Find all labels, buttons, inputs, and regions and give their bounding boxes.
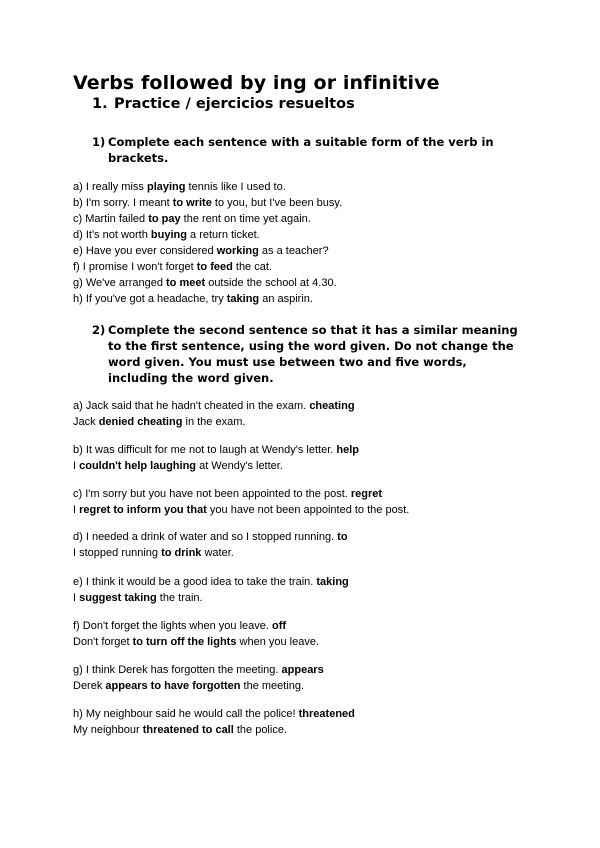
exercise-2-number: 2) — [92, 323, 106, 337]
subtitle-number: 1. — [92, 96, 108, 112]
answer-text: appears to have forgotten — [105, 680, 241, 692]
question-line: b) It was difficult for me not to laugh at Wendy's letter. help — [73, 444, 360, 456]
key-word: to — [337, 531, 348, 543]
answer-text: regret to inform you that — [79, 504, 207, 516]
exercise-1-heading — [92, 134, 532, 166]
exercise-2-item — [73, 398, 355, 430]
subtitle-text: Practice / ejercicios resueltos — [114, 96, 355, 112]
answer-text: to write — [172, 197, 212, 209]
list-item: g) We've arranged to meet outside the school at 4.30. — [73, 277, 337, 289]
answer-text: denied cheating — [98, 416, 183, 428]
answer-line: Don't forget to turn off the lights when you leave. — [73, 636, 320, 648]
answer-text: to turn off the lights — [132, 636, 237, 648]
exercise-1-instruction: Complete each sentence with a suitable form of the verb in brackets. — [108, 135, 494, 165]
key-word: threatened — [298, 708, 355, 720]
exercise-1-answers — [73, 179, 342, 307]
exercise-2-item — [73, 662, 324, 694]
answer-text: threatened to call — [142, 724, 234, 736]
answer-text: to drink — [161, 547, 202, 559]
question-line: d) I needed a drink of water and so I stopped running. to — [73, 531, 348, 543]
answer-text: to feed — [196, 261, 233, 273]
answer-line: I stopped running to drink water. — [73, 547, 234, 559]
list-item: h) If you've got a headache, try taking an aspirin. — [73, 293, 313, 305]
question-line: c) I'm sorry but you have not been appointed to the post. regret — [73, 488, 383, 500]
exercise-2-instruction-line: Complete the second sentence so that it has a similar meaning — [108, 323, 518, 337]
answer-text: taking — [226, 293, 260, 305]
exercise-2-item — [73, 529, 348, 561]
answer-text: buying — [150, 229, 187, 241]
question-line: f) Don't forget the lights when you leave. off — [73, 620, 287, 632]
exercise-2-heading — [92, 322, 532, 386]
key-word: help — [336, 444, 360, 456]
list-item: d) It's not worth buying a return ticket. — [73, 229, 260, 241]
exercise-2-instruction-line: to the first sentence, using the word given. Do not change the — [108, 339, 514, 353]
exercise-2-item — [73, 442, 359, 474]
exercise-2-instruction-line: including the word given. — [108, 371, 274, 385]
question-line: g) I think Derek has forgotten the meeting. appears — [73, 664, 324, 676]
answer-text: suggest taking — [79, 592, 157, 604]
question-line: e) I think it would be a good idea to take the train. taking — [73, 576, 349, 588]
key-word: off — [272, 620, 287, 632]
answer-text: to pay — [148, 213, 181, 225]
exercise-2-item — [73, 706, 355, 738]
exercise-1-number: 1) — [92, 135, 106, 149]
list-item: e) Have you ever considered working as a teacher? — [73, 245, 329, 257]
answer-line: I suggest taking the train. — [73, 592, 203, 604]
answer-text: working — [216, 245, 259, 257]
question-line: h) My neighbour said he would call the police! threatened — [73, 708, 355, 720]
answer-text: couldn't help laughing — [79, 460, 197, 472]
list-item: a) I really miss playing tennis like I used to. — [73, 181, 286, 193]
key-word: taking — [316, 576, 349, 588]
answer-text: to meet — [166, 277, 206, 289]
answer-line: Derek appears to have forgotten the meeting. — [73, 680, 305, 692]
key-word: cheating — [309, 400, 355, 412]
list-item: b) I'm sorry. I meant to write to you, but I've been busy. — [73, 197, 343, 209]
exercise-2-item — [73, 574, 349, 606]
list-item: f) I promise I won't forget to feed the cat. — [73, 261, 272, 273]
question-line: a) Jack said that he hadn't cheated in the exam. cheating — [73, 400, 355, 412]
list-item: c) Martin failed to pay the rent on time yet again. — [73, 213, 311, 225]
section-subtitle — [92, 96, 355, 112]
answer-line: I couldn't help laughing at Wendy's letter. — [73, 460, 283, 472]
exercise-2-instruction-line: word given. You must use between two and five words, — [108, 355, 467, 369]
key-word: regret — [350, 488, 383, 500]
answer-line: I regret to inform you that you have not been appointed to the post. — [73, 504, 410, 516]
answer-text: playing — [146, 181, 186, 193]
exercise-2-item — [73, 618, 319, 650]
answer-line: My neighbour threatened to call the police. — [73, 724, 287, 736]
key-word: appears — [281, 664, 324, 676]
answer-line: Jack denied cheating in the exam. — [73, 416, 246, 428]
page-title: Verbs followed by ing or infinitive — [73, 72, 440, 94]
exercise-2-item — [73, 486, 409, 518]
